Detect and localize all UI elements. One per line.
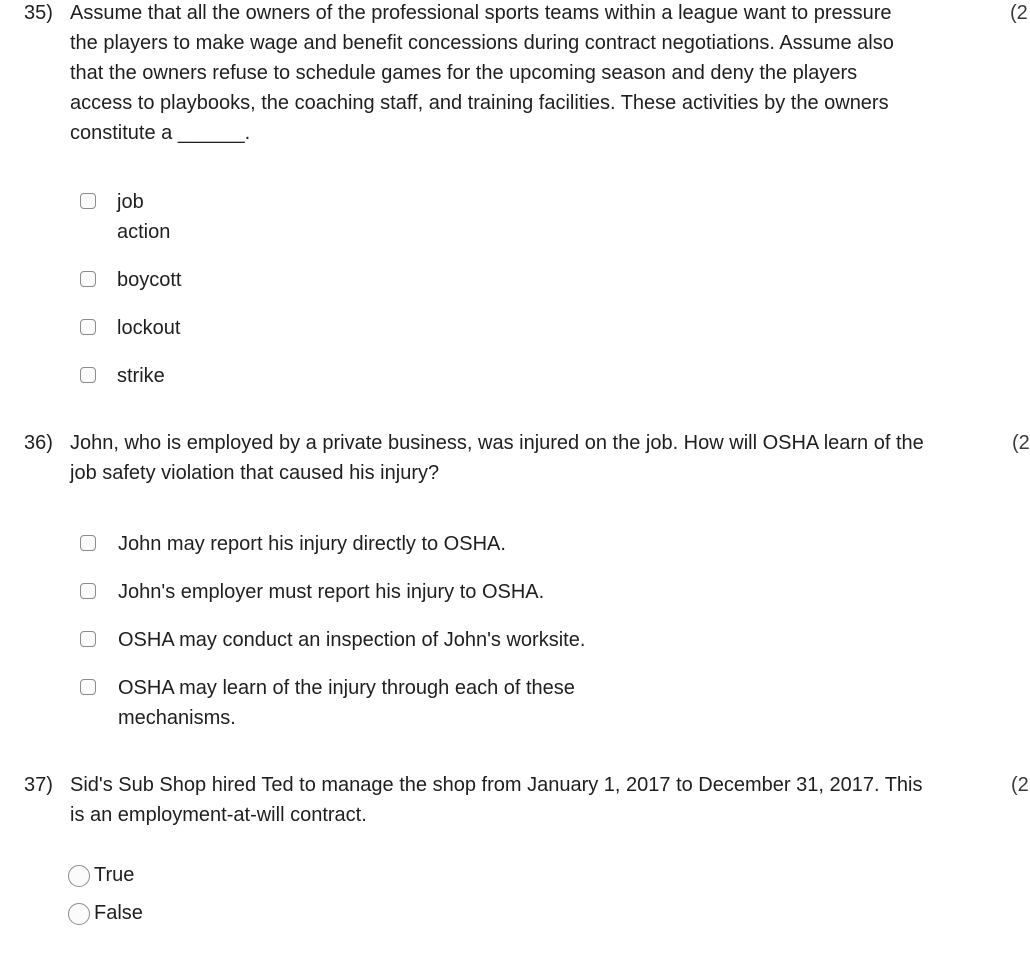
option-label: lockout: [117, 317, 181, 339]
points-label: (2: [1011, 774, 1029, 796]
radio-button[interactable]: [68, 865, 90, 887]
question-text-line: is an employment-at-will contract.: [70, 804, 367, 826]
option-label: John's employer must report his injury to OSHA.: [118, 581, 545, 603]
option-label: strike: [117, 365, 165, 387]
question-text-line: Sid's Sub Shop hired Ted to manage the shop from January 1, 2017 to December 31, 2017. This: [70, 774, 923, 796]
checkbox[interactable]: [80, 583, 96, 599]
question-text-line: John, who is employed by a private business, was injured on the job. How will OSHA learn of the: [70, 432, 924, 454]
question-text-line: that the owners refuse to schedule games for the upcoming season and deny the players: [70, 62, 858, 84]
checkbox[interactable]: [80, 319, 96, 335]
checkbox[interactable]: [80, 193, 96, 209]
question-text: [70, 428, 924, 488]
option-label: John may report his injury directly to OSHA.: [118, 533, 506, 555]
question-text-line: Assume that all the owners of the professional sports teams within a league want to pressure: [70, 2, 892, 24]
option-label: OSHA may conduct an inspection of John's worksite.: [118, 629, 586, 651]
checkbox[interactable]: [80, 631, 96, 647]
question-text-line: access to playbooks, the coaching staff, and training facilities. These activities by the owners: [70, 92, 889, 114]
question-text-line: the players to make wage and benefit concessions during contract negotiations. Assume also: [70, 32, 894, 54]
points-label: (2: [1010, 2, 1028, 24]
checkbox[interactable]: [80, 535, 96, 551]
question-text-line: constitute a ______.: [70, 122, 251, 144]
question-number: 36): [24, 432, 53, 454]
question-text-line: job safety violation that caused his injury?: [70, 462, 440, 484]
option-label-line: job: [117, 191, 144, 213]
question-number: 37): [24, 774, 53, 796]
option-label-line: action: [117, 221, 171, 243]
question-text: [70, 770, 923, 830]
option-label-line: mechanisms.: [118, 707, 236, 729]
option-label: [118, 673, 575, 733]
checkbox[interactable]: [80, 367, 96, 383]
checkbox[interactable]: [80, 679, 96, 695]
option-label: boycott: [117, 269, 182, 291]
checkbox[interactable]: [80, 271, 96, 287]
points-label: (2: [1012, 432, 1030, 454]
option-label-line: OSHA may learn of the injury through each of these: [118, 677, 575, 699]
option-label: True: [94, 864, 135, 886]
question-number: 35): [24, 2, 53, 24]
option-label: False: [94, 902, 143, 924]
question-text: [70, 0, 894, 148]
radio-button[interactable]: [68, 903, 90, 925]
option-label: [117, 187, 170, 247]
